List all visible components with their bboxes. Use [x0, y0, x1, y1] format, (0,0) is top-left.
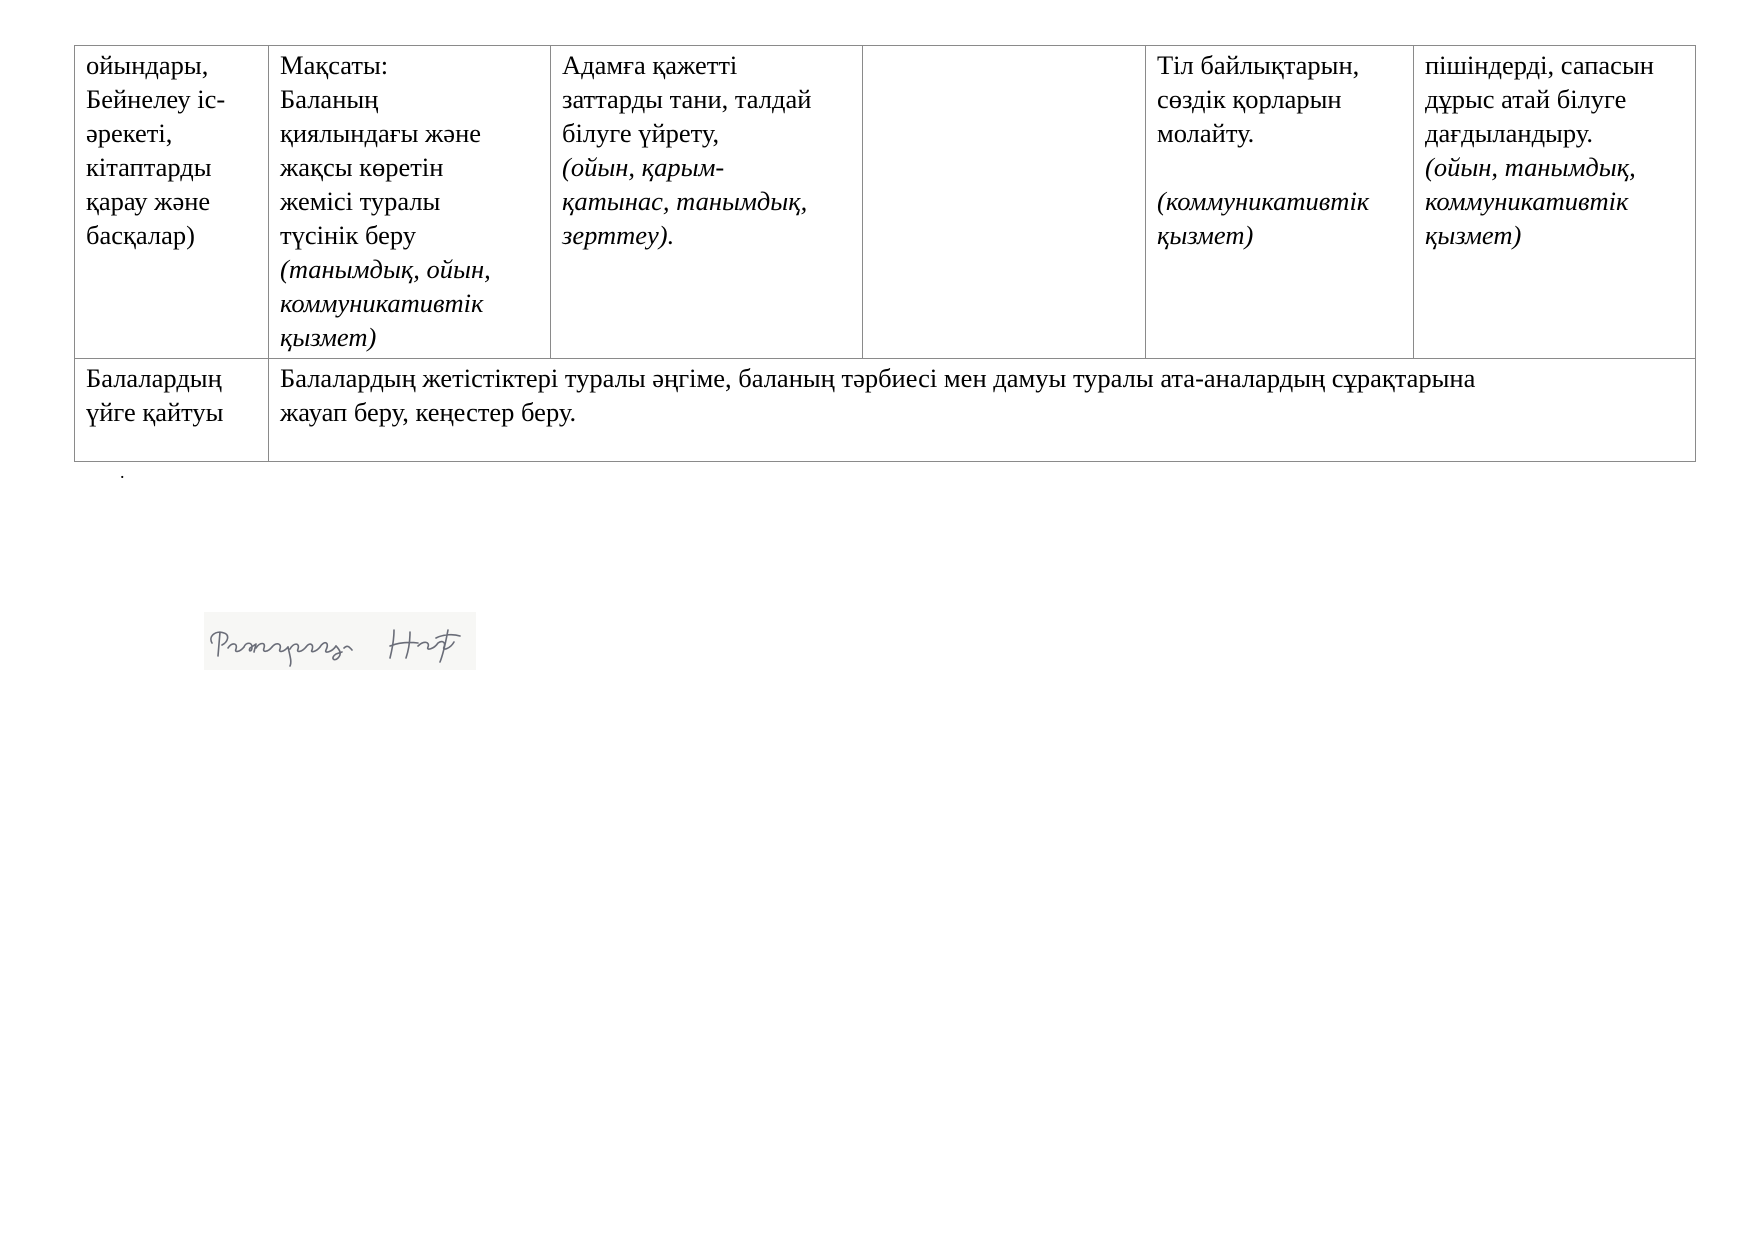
activity-note: қызмет) [1425, 220, 1522, 250]
cell-line: жақсы көретін [280, 152, 444, 182]
schedule-table [74, 45, 1696, 462]
cell-line: Мақсаты: [280, 50, 389, 80]
activity-type-cell [75, 46, 269, 359]
activity-note: қызмет) [280, 322, 377, 352]
cell-line: заттарды тани, талдай [562, 84, 812, 114]
cell-line: молайту. [1157, 118, 1255, 148]
friday-cell [1414, 46, 1696, 359]
cell-line: басқалар) [86, 220, 195, 250]
wednesday-cell [863, 46, 1146, 359]
cell-line: дұрыс атай білуге [1425, 84, 1627, 114]
activity-note: зерттеу). [562, 220, 675, 250]
cell-line: пішіндерді, сапасын [1425, 50, 1654, 80]
cell-line: Бейнелеу іс- [86, 84, 226, 114]
tuesday-cell [551, 46, 863, 359]
activity-note: коммуникативтік [1425, 186, 1629, 216]
cell-line: үйге қайтуы [86, 397, 224, 427]
departure-text-cell [269, 359, 1696, 462]
stray-dot: . [120, 462, 125, 482]
departure-label-cell [75, 359, 269, 462]
table-row [75, 359, 1696, 462]
cell-line: жауап беру, кеңестер беру. [280, 397, 577, 427]
cell-line: Адамға қажетті [562, 50, 738, 80]
activity-note: (ойын, танымдық, [1425, 152, 1636, 182]
cell-line: қарау және [86, 186, 211, 216]
handwritten-signature [204, 612, 476, 670]
cell-line: ойындары, [86, 50, 209, 80]
cell-line: Балалардың жетістіктері туралы әңгіме, баланың тәрбиесі мен дамуы туралы ата-аналардың сұрақтарына [280, 363, 1476, 393]
activity-note: (ойын, қарым- [562, 152, 725, 182]
blank-line [1157, 150, 1403, 184]
thursday-cell [1146, 46, 1414, 359]
table-row [75, 46, 1696, 359]
cell-line: түсінік беру [280, 220, 417, 250]
cell-line: дағдыландыру. [1425, 118, 1593, 148]
cell-line: жемісі туралы [280, 186, 441, 216]
cell-line: білуге үйрету, [562, 118, 720, 148]
activity-note: (танымдық, ойын, [280, 254, 491, 284]
cell-line: қиялындағы және [280, 118, 482, 148]
cell-line: Тіл байлықтарын, [1157, 50, 1360, 80]
cell-line: Балалардың [86, 363, 222, 393]
monday-cell [269, 46, 551, 359]
cell-line: әрекеті, [86, 118, 173, 148]
cell-line: сөздік қорларын [1157, 84, 1342, 114]
activity-note: қатынас, танымдық, [562, 186, 808, 216]
cell-line: Баланың [280, 84, 379, 114]
activity-note: қызмет) [1157, 220, 1254, 250]
activity-note: (коммуникативтік [1157, 186, 1370, 216]
cell-line: кітаптарды [86, 152, 212, 182]
activity-note: коммуникативтік [280, 288, 484, 318]
